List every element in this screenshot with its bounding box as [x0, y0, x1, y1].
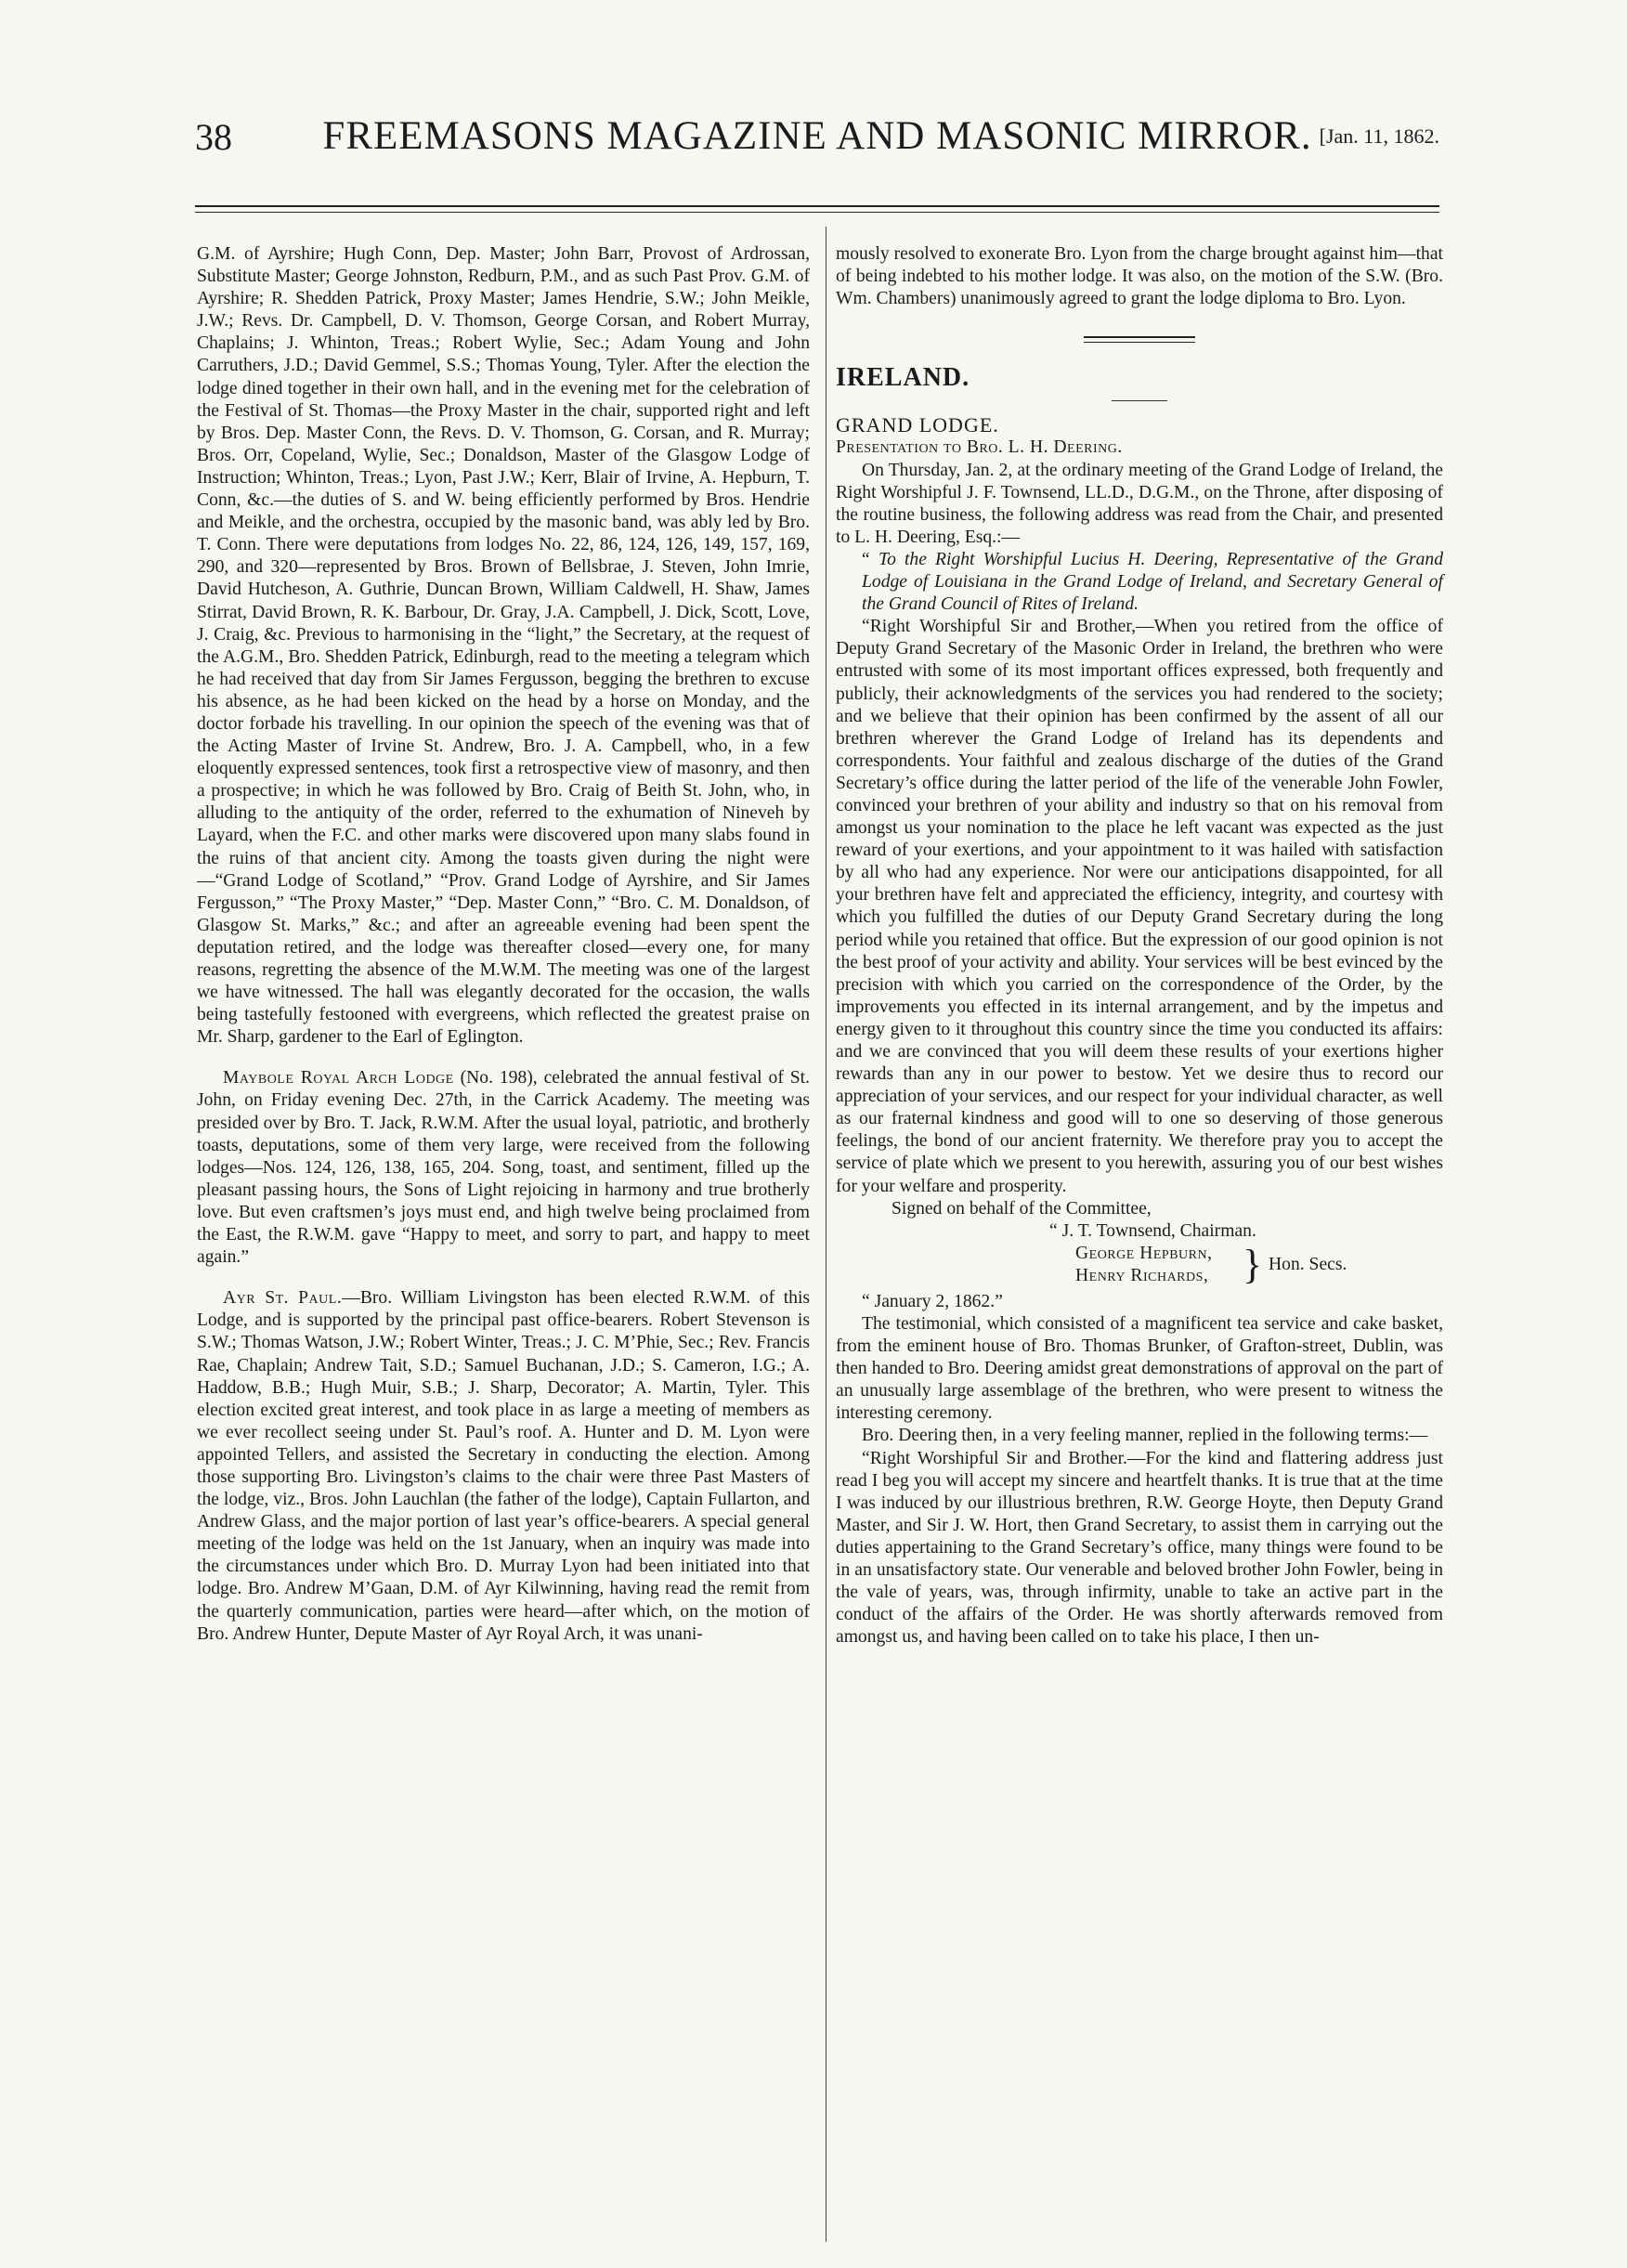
masthead — [195, 108, 1439, 173]
article-paragraph: “Right Worshipful Sir and Brother,—When you retired from the office of Deputy Grand Secretary of the Masonic Order in Ireland, the brethren who were entrusted with some of its most important offices expressed, both frequently and publicly, their acknowledgments of the services you had rendered to the society; and we believe that their opinion has been confirmed by the assent of all our brethren wherever the Grand Lodge of Ireland has its dependents and correspondents. Your faithful and zealous discharge of the duties of the Grand Secretary’s office during the latter period of the life of the venerable John Fowler, convinced your brethren of your ability and industry so that on his removal from amongst us your nomination to the place he left vacant was expected as the just reward of your exertions, and your appointment to it was hailed with satisfaction by all who had any experience. Nor were our anticipations disappointed, for all your brethren have felt and appreciated the efficiency, integrity, and courtesy with which you fulfilled the duties of our Deputy Grand Secretary during the long period while you retained that office. But the expression of our good opinion is not the best proof of your activity and ability. Your services will be best evinced by the precision with which you carried on the correspondence of the Order, by the improvements you effected in its internal arrangement, and by the impetus and energy given to it throughout this country since the time you conducted its affairs: and we are convinced that you will deem these results of your exertions higher rewards than any in our power to bestow. Yet we desire thus to record our appreciation of your services, and our respect for your individual character, as well as our fraternal kindness and good will to one so deserving of those generous feelings, the bond of our ancient fraternity. We therefore pray you to accept the service of plate which we present to you herewith, assuring you of our best wishes for your welfare and prosperity. — [836, 617, 1443, 1196]
address-date: “ January 2, 1862.” — [862, 1291, 1003, 1311]
article-paragraph: “Right Worshipful Sir and Brother.—For the kind and flattering address just read I beg you will accept my sincere and heartfelt thanks. It is true that at the time I was induced by our illustrious brethren, R.W. George Hoyte, then Deputy Grand Master, and Sir J. W. Hort, then Grand Secretary, to assist them in carrying out the duties appertaining to the Grand Secretary’s office, many things were found to be in an unsatisfactory state. Our venerable and beloved brother John Fowler, being in the vale of years, was, through infirmity, unable to take an active part in the conduct of the affairs of the Order. He was shortly afterwards removed from amongst us, and having been called on to take his place, I then un- — [836, 1448, 1443, 1648]
left-column — [197, 243, 810, 1646]
article-paragraph — [197, 1287, 810, 1646]
publication-title: FREEMASONS MAGAZINE AND MASONIC MIRROR. — [322, 114, 1312, 158]
sub-heading: GRAND LODGE. — [836, 413, 999, 437]
heading-rule — [1112, 400, 1167, 401]
paragraph-text: —Bro. William Livingston has been elected R.W.M. of this Lodge, and is supported by the principal past office-bearers. Robert Stevenson is S.W.; Thomas Watson, J.W.; Robert Winter, Treas.; J. C. M’Phie, Sec.; Rev. Francis Rae, Chaplain; Andrew Tait, S.D.; Samuel Buchanan, J.D.; S. Cameron, I.G.; A. Haddow, B.B.; Hugh Muir, S.B.; J. Sharp, Decorator; A. Martin, Tyler. This election excited great interest, and took place in as large a meeting of members as we ever recollect seeing under St. Paul’s roof. A. Hunter and D. M. Lyon were appointed Tellers, and assisted the Secretary in conducting the election. Among those supporting Bro. Livingston’s claims to the chair were three Past Masters of the lodge, viz., Bros. John Lauchlan (the father of the lodge), Captain Fullarton, and Andrew Glass, and the major portion of last year’s office-bearers. A special general meeting of the lodge was held on the 1st January, when an inquiry was made into the circumstances under which Bro. D. Murray Lyon had been initiated into that lodge. Bro. Andrew M’Gaan, D.M. of Ayr Kilwinning, having read the remit from the quarterly communication, parties were heard—after which, on the motion of Bro. Andrew Hunter, Depute Master of Ayr Royal Arch, it was unani- — [197, 1288, 811, 1644]
section-rule — [1084, 336, 1195, 343]
run-in-heading: Ayr St. Paul. — [223, 1288, 343, 1309]
paragraph-text: (No. 198), celebrated the annual festival of St. John, on Friday evening Dec. 27th, in the Carrick Academy. The meeting was presided over by Bro. T. Jack, R.W.M. After the usual loyal, patriotic, and brotherly toasts, deputations, some of them very large, were received from the following lodges—Nos. 124, 126, 138, 165, 204. Song, toast, and sentiment, filled up the pleasant passing hours, the Sons of Light rejoicing in harmony and true brotherly love. But even craftsmen’s joys must end, and high twelve being proclaimed from the East, the R.W.M. gave “Happy to meet, and sorry to part, and happy to meet again.” — [197, 1068, 810, 1268]
secretary-name: Henry Richards, — [1075, 1265, 1209, 1285]
brace: } — [1243, 1241, 1263, 1287]
signed-line: Signed on behalf of the Committee, — [892, 1198, 1152, 1219]
secretary-name: George Hepburn, — [1075, 1243, 1213, 1263]
right-column — [836, 243, 1443, 1649]
chairman-signature: “ J. T. Townsend, Chairman. — [1049, 1220, 1256, 1241]
masthead-rule — [195, 205, 1439, 213]
article-paragraph: The testimonial, which consisted of a magnificent tea service and cake basket, from the eminent house of Bro. Thomas Brunker, of Grafton-street, Dublin, was then handed to Bro. Deering amidst great demonstrations of approval on the part of an unusually large assemblage of the brethren, who were present to witness the interesting ceremony. — [836, 1313, 1443, 1424]
section-heading: IRELAND. — [836, 363, 970, 393]
article-paragraph: mously resolved to exonerate Bro. Lyon from the charge brought against him—that of being indebted to his mother lodge. It was also, on the motion of the S.W. (Bro. Wm. Chambers) unanimously agreed to grant the lodge diploma to Bro. Lyon. — [836, 244, 1443, 309]
article-paragraph — [197, 1067, 810, 1269]
sub-sub-heading: Presentation to Bro. L. H. Deering. — [836, 437, 1123, 458]
issue-date: [Jan. 11, 1862. — [1319, 124, 1439, 148]
article-paragraph: On Thursday, Jan. 2, at the ordinary meeting of the Grand Lodge of Ireland, the Right Worshipful J. F. Townsend, LL.D., D.G.M., on the Throne, after disposing of the routine business, the following address was read from the Chair, and presented to L. H. Deering, Esq.:— — [836, 460, 1443, 547]
secretaries-role: Hon. Secs. — [1269, 1254, 1347, 1274]
run-in-heading: Maybole Royal Arch Lodge — [223, 1068, 454, 1088]
article-paragraph: G.M. of Ayrshire; Hugh Conn, Dep. Master; John Barr, Provost of Ardrossan, Substitute Master; George Johnston, Redburn, P.M., and as such Past Prov. G.M. of Ayrshire; R. Shedden Patrick, Proxy Master; James Hendrie, S.W.; John Meikle, J.W.; Revs. Dr. Campbell, D. V. Thomson, George Corsan, and Robert Murray, Chaplains; J. Whinton, Treas.; Robert Wylie, Sec.; Adam Young and John Carruthers, J.D.; David Gemmel, S.S.; Thomas Young, Tyler. After the election the lodge dined together in their own hall, and in the evening met for the celebration of the Festival of St. Thomas—the Proxy Master in the chair, supported right and left by Bros. Dep. Master Conn, the Revs. D. V. Thomson, G. Corsan, and R. Murray; Bros. Orr, Copeland, Wylie, Sec.; Donaldson, Master of the Glasgow Lodge of Instruction; Whinton, Treas.; Lyon, Past J.W.; Kerr, Blair of Irvine, A. Hepburn, T. Conn, &c.—the duties of S. and W. being efficiently performed by Bros. Hendrie and Meikle, and the orchestra, occupied by the masonic band, was ably led by Bro. T. Conn. There were deputations from lodges No. 22, 86, 124, 126, 149, 157, 169, 290, and 320—represented by Bros. Brown of Bellsbrae, J. Steven, John Imrie, David Hutcheson, A. Guthrie, Duncan Brown, William Caldwell, H. Shaw, James Stirrat, David Brown, R. K. Barbour, Dr. Gray, J.A. Campbell, J. Dick, Scott, Love, J. Craig, &c. Previous to harmonising in the “light,” the Secretary, at the request of the A.G.M., Bro. Shedden Patrick, Edinburgh, read to the meeting a telegram which he had received that day from Sir James Fergusson, begging the brethren to excuse his absence, as he had been kicked on the head by a horse on Monday, and the doctor forbade his travelling. In our opinion the speech of the evening was that of the Acting Master of Irvine St. Andrew, Bro. J. A. Campbell, who, in a few eloquently expressed sentences, took first a retrospective view of masonry, and then a prospective; in which he was followed by Bro. Craig of Beith St. John, who, in alluding to the antiquity of the order, referred to the exhumation of Nineveh by Layard, when the F.C. and other marks were discovered upon many slabs found in the ruins of that ancient city. Among the toasts given during the night were—“Grand Lodge of Scotland,” “Prov. Grand Lodge of Ayrshire, and Sir James Fergusson,” “The Proxy Master,” “Dep. Master Conn,” “Bro. C. M. Donaldson, of Glasgow St. Marks,” &c.; and after an agreeable evening had been spent the deputation retired, and the lodge was thereafter closed—every one, for many reasons, regretting the absence of the M.W.M. The meeting was one of the largest we have witnessed. The hall was elegantly decorated for the occasion, the walls being tastefully festooned with evergreens, which reflected the greatest praise on Mr. Sharp, gardener to the Earl of Eglington. — [197, 244, 810, 1048]
column-divider — [826, 227, 827, 2242]
address-heading: “ To the Right Worshipful Lucius H. Deering, Representative of the Grand Lodge of Louisiana in the Grand Lodge of Ireland, and Secretary General of the Grand Council of Rites of Ireland. — [860, 549, 1443, 615]
page-number: 38 — [195, 116, 232, 158]
secretaries-block — [836, 1243, 1443, 1291]
article-paragraph: Bro. Deering then, in a very feeling manner, replied in the following terms:— — [862, 1426, 1428, 1446]
